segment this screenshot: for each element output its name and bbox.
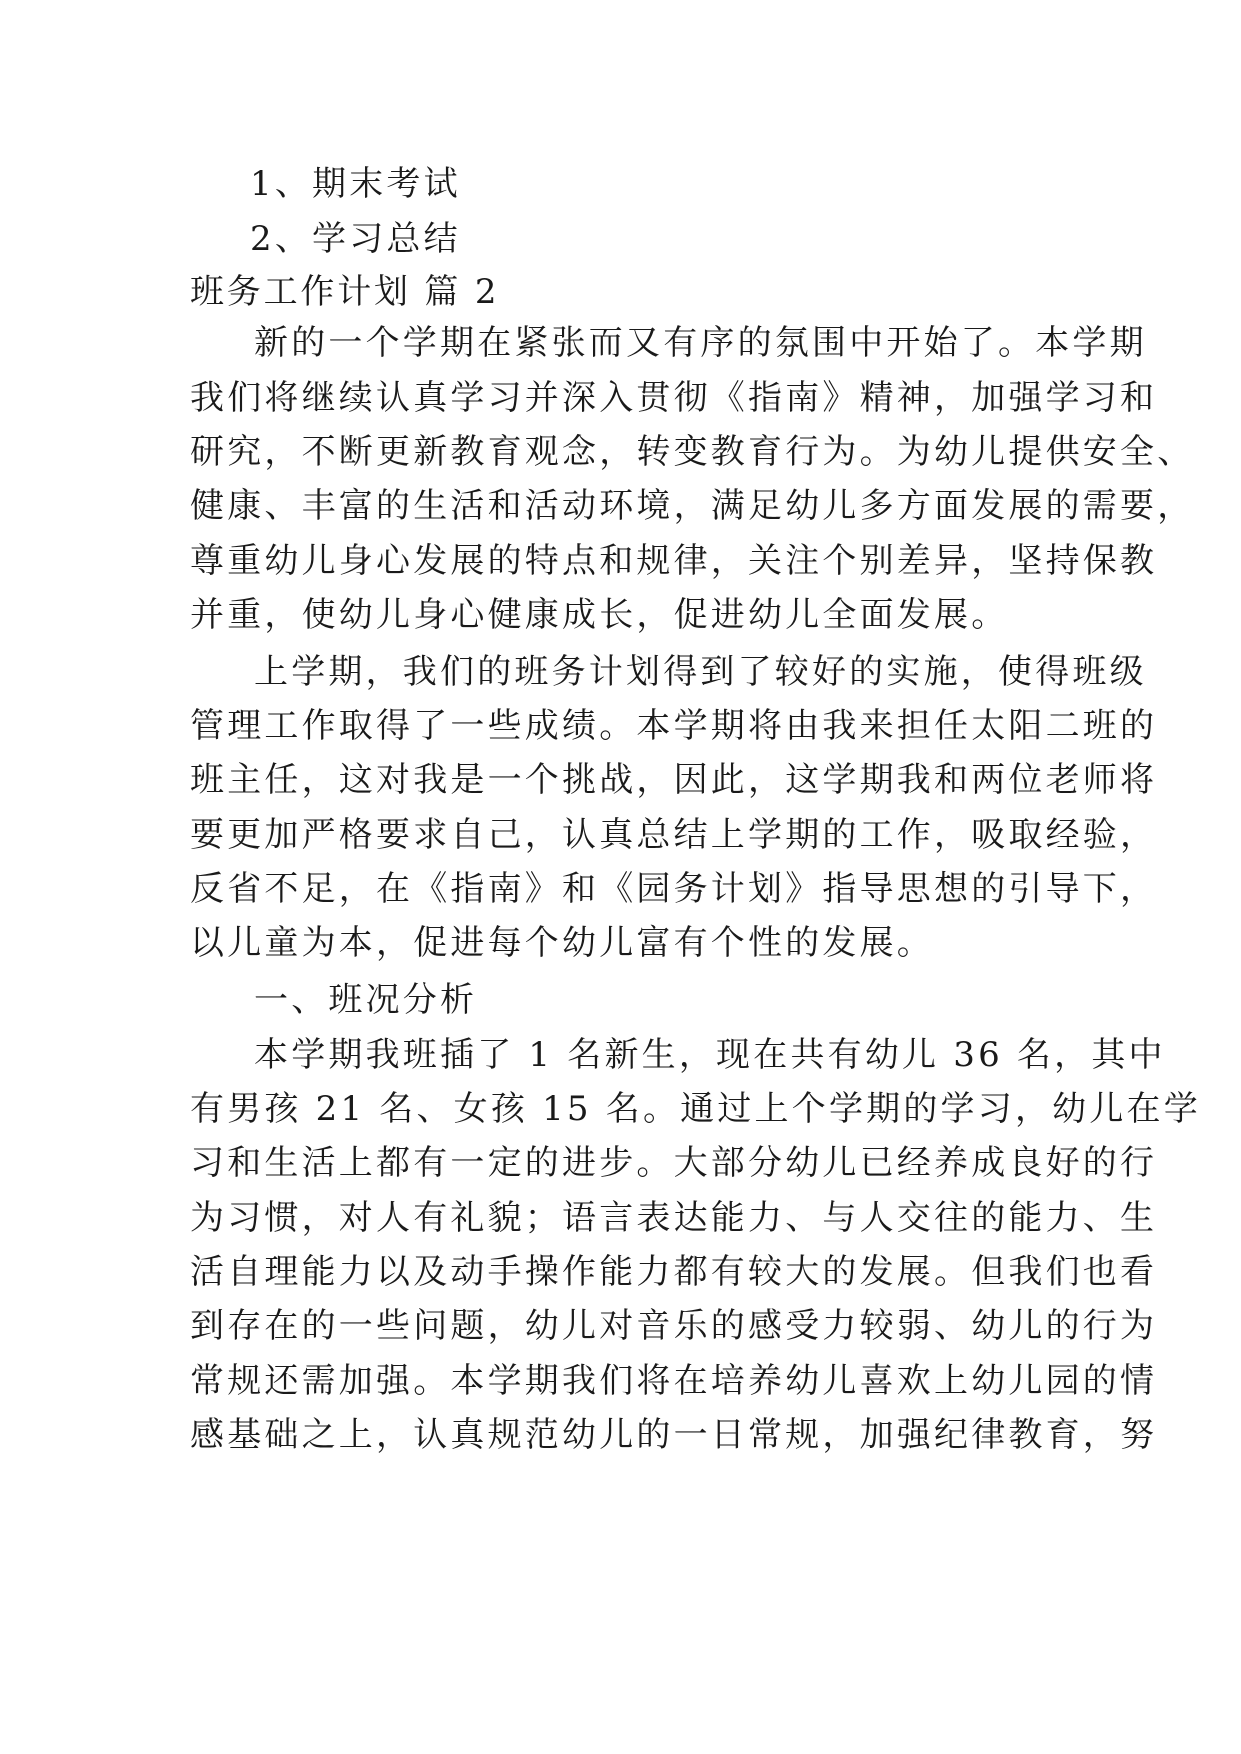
paragraph-line: 要更加严格要求自己，认真总结上学期的工作，吸取经验， bbox=[190, 815, 1158, 855]
paragraph-line: 习和生活上都有一定的进步。大部分幼儿已经养成良好的行 bbox=[190, 1143, 1158, 1183]
paragraph-line: 并重，使幼儿身心健康成长，促进幼儿全面发展。 bbox=[190, 595, 1009, 635]
paragraph-line: 常规还需加强。本学期我们将在培养幼儿喜欢上幼儿园的情 bbox=[190, 1361, 1158, 1401]
paragraph-line: 研究，不断更新教育观念，转变教育行为。为幼儿提供安全、 bbox=[190, 432, 1195, 472]
paragraph-line: 健康、丰富的生活和活动环境，满足幼儿多方面发展的需要， bbox=[190, 486, 1195, 526]
paragraph-line: 上学期，我们的班务计划得到了较好的实施，使得班级 bbox=[254, 652, 1147, 692]
subsection-heading: 一、班况分析 bbox=[254, 980, 478, 1020]
paragraph-line: 新的一个学期在紧张而又有序的氛围中开始了。本学期 bbox=[254, 323, 1147, 363]
paragraph-line: 为习惯，对人有礼貌；语言表达能力、与人交往的能力、生 bbox=[190, 1198, 1158, 1238]
paragraph-line: 有男孩 21 名、女孩 15 名。通过上个学期的学习，幼儿在学 bbox=[190, 1089, 1201, 1129]
paragraph-line: 以儿童为本，促进每个幼儿富有个性的发展。 bbox=[190, 923, 934, 963]
paragraph-line: 反省不足，在《指南》和《园务计划》指导思想的引导下， bbox=[190, 869, 1158, 909]
paragraph-line: 我们将继续认真学习并深入贯彻《指南》精神，加强学习和 bbox=[190, 378, 1158, 418]
list-item: 1、期末考试 bbox=[250, 164, 461, 204]
paragraph-line: 尊重幼儿身心发展的特点和规律，关注个别差异，坚持保教 bbox=[190, 541, 1158, 581]
section-title: 班务工作计划 篇 2 bbox=[190, 272, 500, 312]
paragraph-line: 到存在的一些问题，幼儿对音乐的感受力较弱、幼儿的行为 bbox=[190, 1306, 1158, 1346]
paragraph-line: 管理工作取得了一些成绩。本学期将由我来担任太阳二班的 bbox=[190, 706, 1158, 746]
paragraph-line: 本学期我班插了 1 名新生，现在共有幼儿 36 名，其中 bbox=[254, 1035, 1166, 1075]
paragraph-line: 班主任，这对我是一个挑战，因此，这学期我和两位老师将 bbox=[190, 760, 1158, 800]
paragraph-line: 感基础之上，认真规范幼儿的一日常规，加强纪律教育，努 bbox=[190, 1415, 1158, 1455]
list-item: 2、学习总结 bbox=[250, 219, 461, 259]
paragraph-line: 活自理能力以及动手操作能力都有较大的发展。但我们也看 bbox=[190, 1252, 1158, 1292]
